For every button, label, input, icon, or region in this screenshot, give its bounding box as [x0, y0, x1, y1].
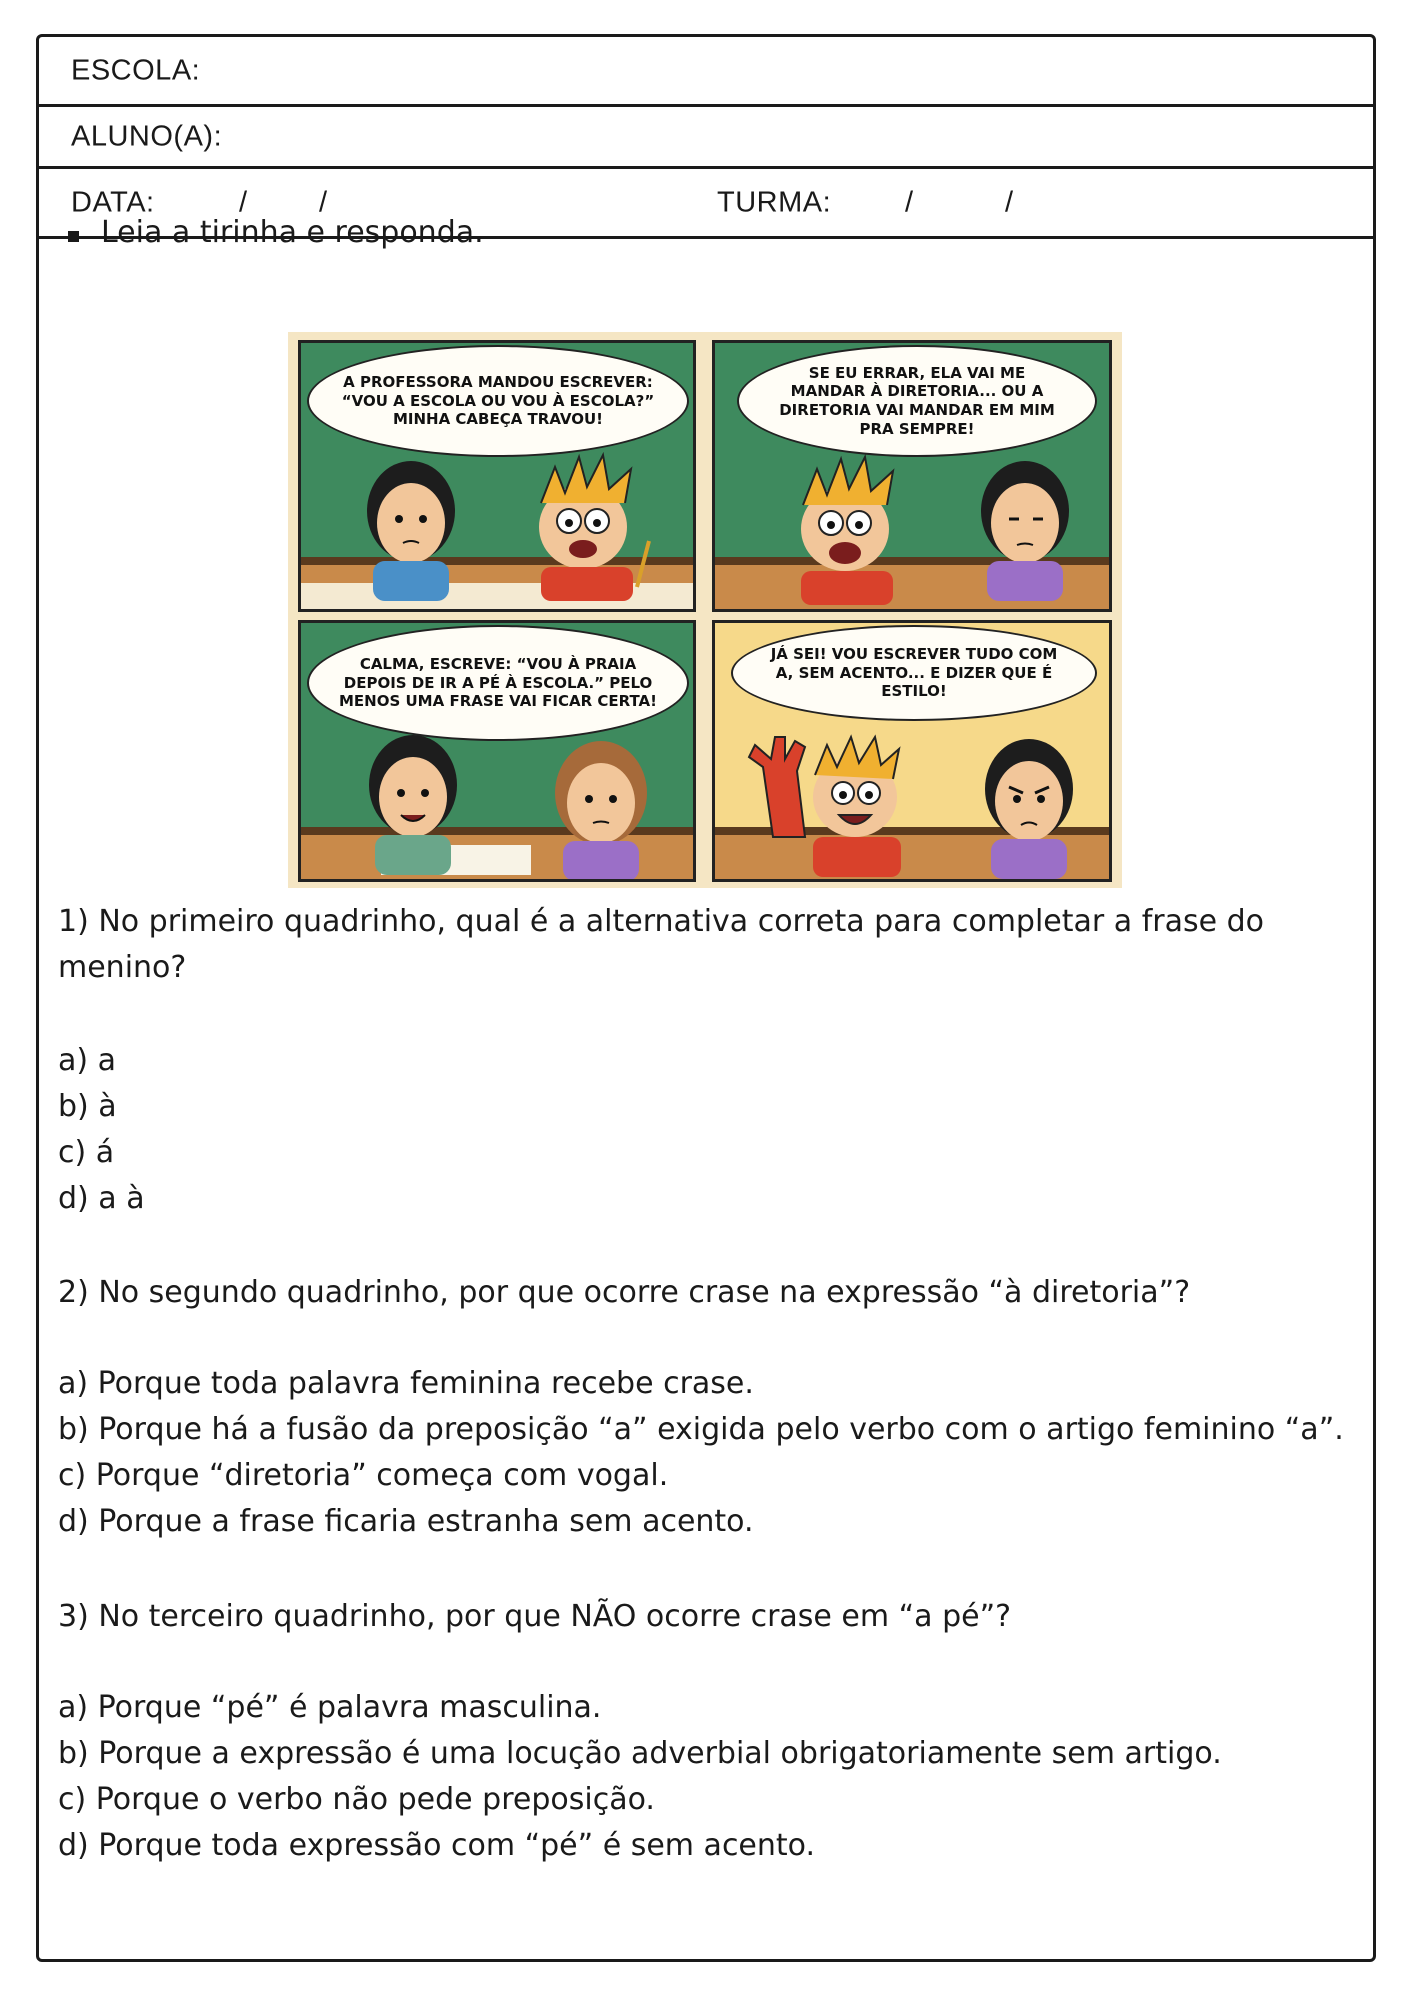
class-slash: /	[1005, 186, 1014, 218]
question-3-text: 3) No terceiro quadrinho, por que NÃO ocorre crase em “a pé”?	[58, 1599, 1012, 1634]
instruction	[68, 215, 484, 250]
question-2-text: 2) No segundo quadrinho, por que ocorre crase na expressão “à diretoria”?	[58, 1275, 1191, 1310]
question-1-option-a: a) a	[58, 1043, 117, 1078]
question-3-option-d: d) Porque toda expressão com “pé” é sem acento.	[58, 1828, 816, 1863]
comic-strip	[288, 332, 1122, 888]
comic-panel-2	[712, 340, 1112, 612]
student-label: ALUNO(A):	[71, 120, 223, 152]
date-slash: /	[319, 186, 328, 218]
student-row	[39, 107, 1373, 169]
speech-bubble-1: A PROFESSORA MANDOU ESCREVER: “VOU A ESCOLA OU VOU À ESCOLA?” MINHA CABEÇA TRAVOU!	[307, 345, 689, 457]
question-3-option-a: a) Porque “pé” é palavra masculina.	[58, 1690, 602, 1725]
speech-bubble-3: CALMA, ESCREVE: “VOU À PRAIA DEPOIS DE IR A PÉ À ESCOLA.” PELO MENOS UMA FRASE VAI FICAR CERTA!	[307, 625, 689, 741]
question-1-option-d: d) a à	[58, 1181, 145, 1216]
question-1-option-b: b) à	[58, 1089, 117, 1124]
class-label: TURMA:	[717, 186, 832, 218]
comic-panel-3	[298, 620, 696, 882]
question-2-option-b: b) Porque há a fusão da preposição “a” exigida pelo verbo com o artigo feminino “a”.	[58, 1412, 1344, 1447]
comic-panel-4	[712, 620, 1112, 882]
question-2-option-c: c) Porque “diretoria” começa com vogal.	[58, 1458, 669, 1493]
date-label: DATA:	[71, 186, 155, 218]
question-3-option-b: b) Porque a expressão é uma locução adverbial obrigatoriamente sem artigo.	[58, 1736, 1222, 1771]
school-row	[39, 37, 1373, 107]
question-1-text-line-2: menino?	[58, 950, 187, 985]
question-1	[58, 899, 1264, 1222]
question-3	[58, 1594, 1222, 1869]
speech-bubble-4: JÁ SEI! VOU ESCREVER TUDO COM A, SEM ACENTO... E DIZER QUE É ESTILO!	[731, 625, 1097, 721]
instruction-text: Leia a tirinha e responda.	[101, 215, 484, 250]
school-label: ESCOLA:	[71, 54, 201, 86]
question-2-option-d: d) Porque a frase ficaria estranha sem acento.	[58, 1504, 754, 1539]
question-1-text-line-1: 1) No primeiro quadrinho, qual é a alternativa correta para completar a frase do	[58, 904, 1264, 939]
date-slash: /	[239, 186, 248, 218]
question-1-option-c: c) á	[58, 1135, 115, 1170]
question-3-option-c: c) Porque o verbo não pede preposição.	[58, 1782, 655, 1817]
square-bullet-icon	[68, 231, 79, 242]
class-slash: /	[905, 186, 914, 218]
question-2-option-a: a) Porque toda palavra feminina recebe crase.	[58, 1366, 754, 1401]
comic-panel-1	[298, 340, 696, 612]
speech-bubble-2: SE EU ERRAR, ELA VAI ME MANDAR À DIRETORIA... OU A DIRETORIA VAI MANDAR EM MIM PRA SEMPRE!	[737, 345, 1097, 457]
question-2	[58, 1270, 1344, 1545]
